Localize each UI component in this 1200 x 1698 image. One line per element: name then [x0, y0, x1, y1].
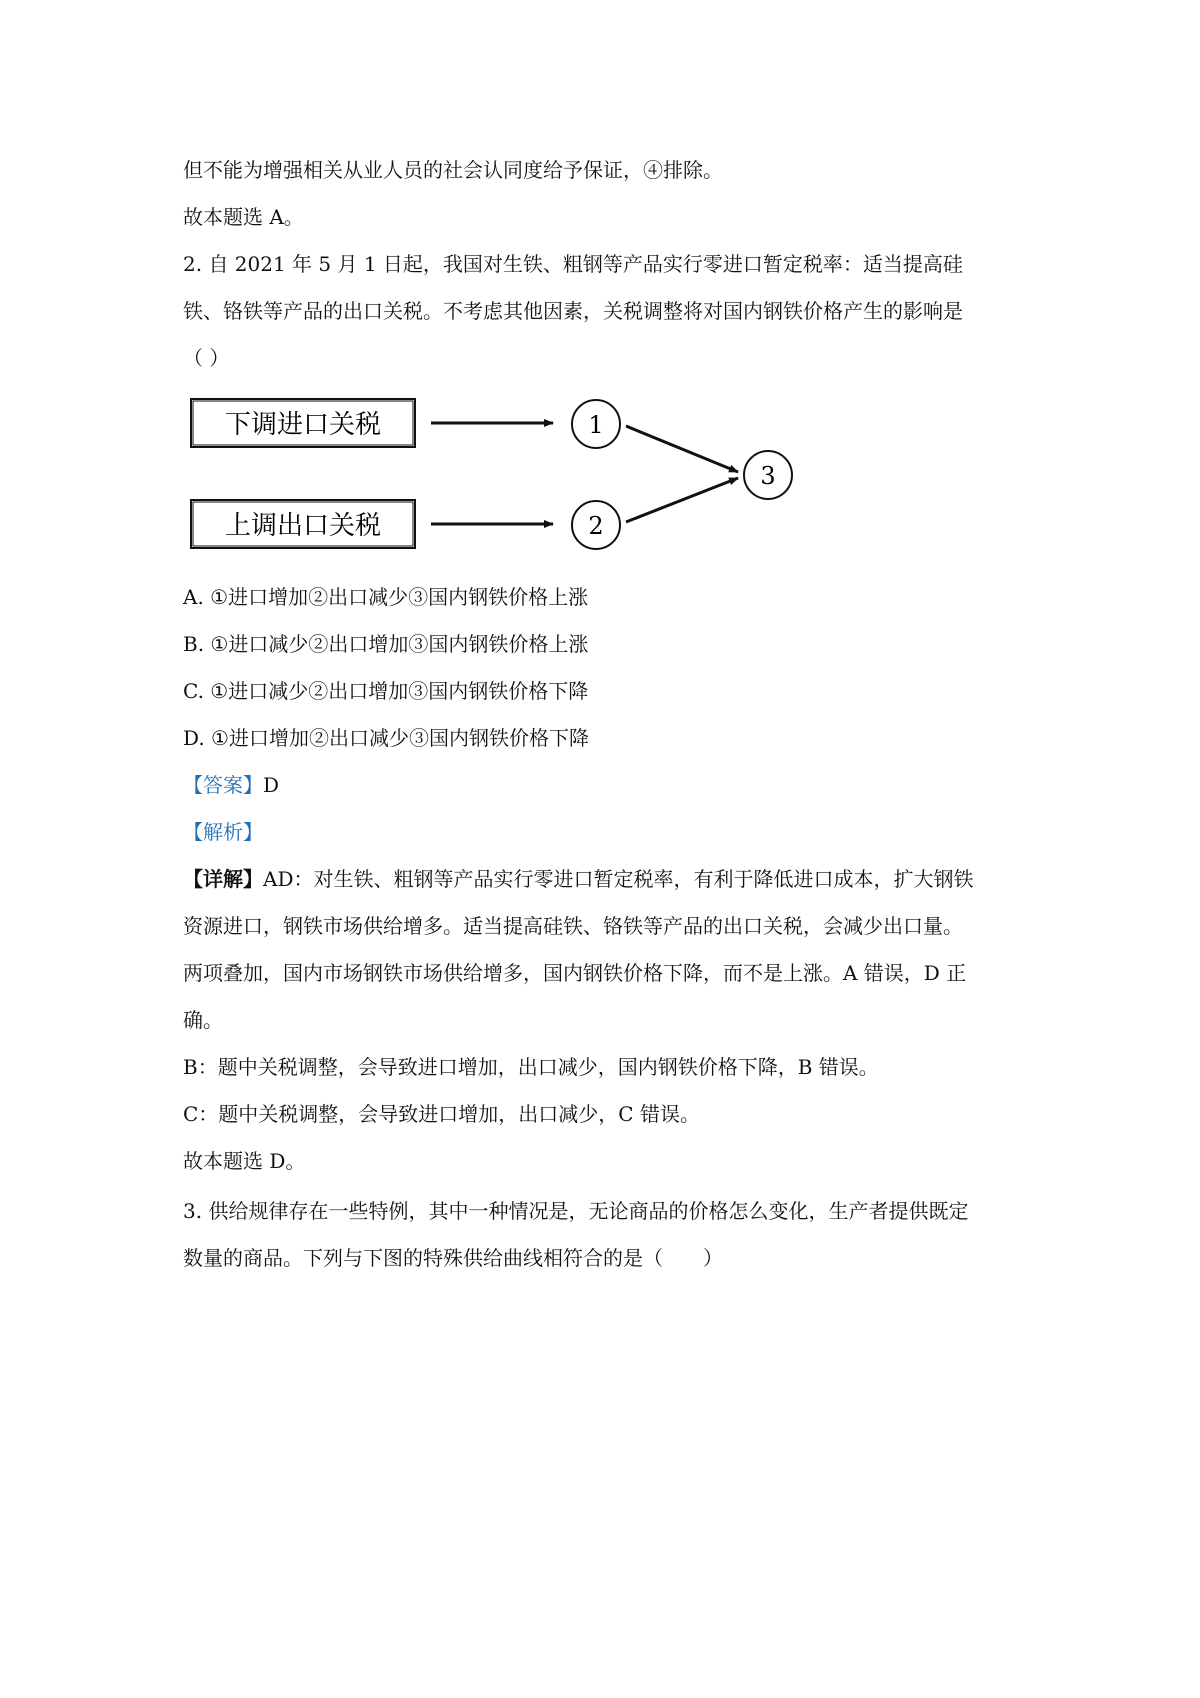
detail-line: C：题中关税调整，会导致进口增加，出口减少，C 错误。 — [183, 1102, 700, 1126]
question-3-line: 3. 供给规律存在一些特例，其中一种情况是，无论商品的价格怎么变化，生产者提供既定 — [183, 1199, 969, 1223]
detail-line: 两项叠加，国内市场钢铁市场供给增多，国内钢铁价格下降，而不是上涨。A 错误，D 正 — [183, 961, 967, 985]
question-3-line: 数量的商品。下列与下图的特殊供给曲线相符合的是（ ） — [183, 1246, 723, 1270]
arrow-1-to-3 — [626, 426, 738, 472]
detail-line: 确。 — [183, 1008, 223, 1032]
analysis-line — [183, 818, 263, 846]
detail-label: 【详解】 — [183, 867, 263, 891]
arrow-2-to-3 — [626, 478, 738, 522]
option-a: A. ①进口增加②出口减少③国内钢铁价格上涨 — [183, 585, 589, 609]
answer-line — [183, 771, 279, 799]
answer-label: 【答案】 — [183, 773, 263, 797]
detail-line: B：题中关税调整，会导致进口增加，出口减少，国内钢铁价格下降，B 错误。 — [183, 1055, 879, 1079]
question-2-paren: （ ） — [183, 346, 230, 370]
detail-line — [183, 865, 973, 893]
question-2-line: 铁、铬铁等产品的出口关税。不考虑其他因素，关税调整将对国内钢铁价格产生的影响是 — [183, 299, 963, 323]
answer-value: D — [263, 773, 280, 797]
option-d: D. ①进口增加②出口减少③国内钢铁价格下降 — [183, 726, 589, 750]
analysis-label: 【解析】 — [183, 820, 263, 844]
export-tariff-label: 上调出口关税 — [224, 511, 382, 541]
text-line: 但不能为增强相关从业人员的社会认同度给予保证，④排除。 — [183, 158, 723, 182]
tariff-diagram — [183, 388, 833, 558]
circle-1-label: 1 — [588, 411, 604, 439]
circle-2-label: 2 — [588, 512, 604, 540]
detail-line: 资源进口，钢铁市场供给增多。适当提高硅铁、铬铁等产品的出口关税，会减少出口量。 — [183, 914, 963, 938]
detail-text: AD：对生铁、粗钢等产品实行零进口暂定税率，有利于降低进口成本，扩大钢铁 — [263, 867, 974, 891]
circle-3-label: 3 — [760, 462, 776, 490]
import-tariff-label: 下调进口关税 — [224, 410, 382, 440]
question-2-line: 2. 自 2021 年 5 月 1 日起，我国对生铁、粗钢等产品实行零进口暂定税率：适当提高硅 — [183, 252, 963, 276]
text-line: 故本题选 A。 — [183, 205, 304, 229]
detail-line: 故本题选 D。 — [183, 1149, 306, 1173]
option-b: B. ①进口减少②出口增加③国内钢铁价格上涨 — [183, 632, 589, 656]
option-c: C. ①进口减少②出口增加③国内钢铁价格下降 — [183, 679, 589, 703]
